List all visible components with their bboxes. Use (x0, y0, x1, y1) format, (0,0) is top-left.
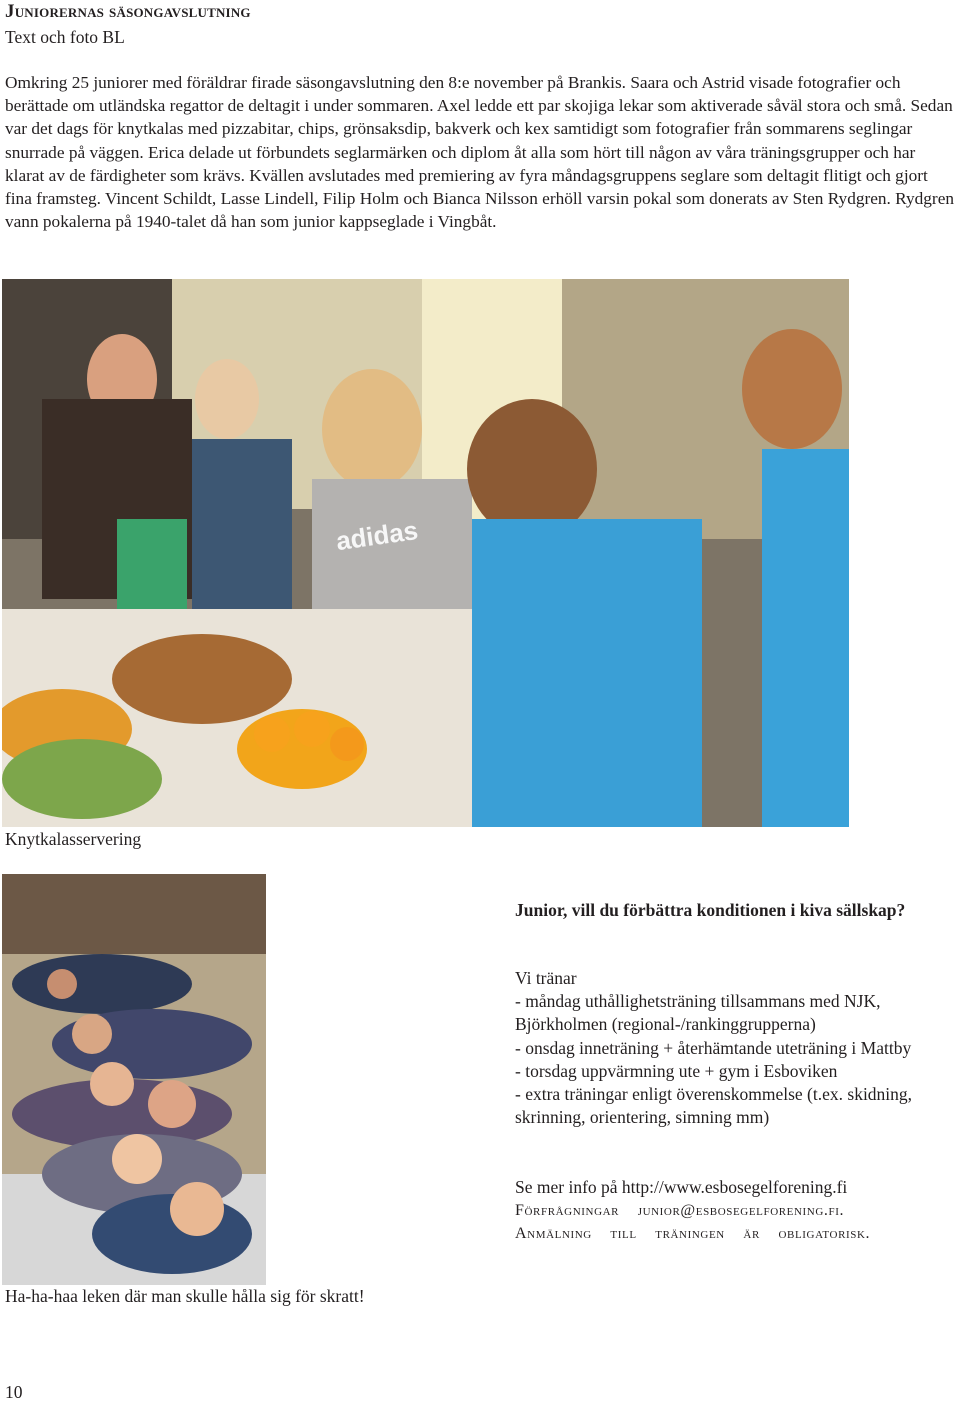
article-byline: Text och foto BL (5, 27, 125, 47)
training-intro: Vi tränar (515, 968, 577, 988)
training-contact (515, 1176, 960, 1246)
registration-note: Anmälning till träningen är obligatorisk. (515, 1225, 871, 1243)
laughing-game-photo (2, 874, 266, 1285)
training-item: - måndag uthållighetsträning tillsammans med NJK, Björkholmen (regional-/rankinggrupperna) (515, 991, 881, 1035)
article-title: Juniorernas säsongavslutning (5, 1, 251, 22)
buffet-photo (2, 279, 849, 827)
shirt-logo-text: adidas (334, 515, 420, 557)
training-item: - torsdag uppvärmning ute + gym i Esboviken (515, 1060, 838, 1081)
training-item: - extra träningar enligt överenskommelse (t.ex. skidning, skrinning, orientering, simning mm) (515, 1084, 913, 1128)
training-item: - onsdag inneträning + återhämtande uteträning i Mattby (515, 1037, 912, 1058)
buffet-caption: Knytkalasservering (5, 829, 142, 849)
more-info-link[interactable]: Se mer info på http://www.esbosegelforening.fi (515, 1177, 848, 1197)
training-heading: Junior, vill du förbättra konditionen i kiva sällskap? (515, 900, 906, 920)
laughing-game-caption: Ha-ha-haa leken där man skulle hålla sig för skratt! (5, 1286, 365, 1306)
page-number: 10 (5, 1382, 23, 1402)
article-body: Omkring 25 juniorer med föräldrar firade säsongavslutning den 8:e november på Brankis. Saara och Astrid visade fotografier och berättade om utländska regattor de deltagit i under sommaren. Axel ledde ett par skojiga lekar som aktiverade såväl stora och små. Sedan var det dags för knytkalas med pizzabitar, chips, grönsaksdip, bakverk och kex samtidigt som fotografier från sommarens seglingar snurrade på väggen. Erica delade ut förbundets seglarmärken och diplom åt alla som hört till någon av våra träningsgrupper och har klarat av de färdigheter som krävs. Kvällen avslutades med premiering av fyra måndagsgruppens seglare som deltagit flitigt och gjort fina framsteg. Vincent Schildt, Lasse Lindell, Filip Holm och Bianca Nilsson erhöll varsin pokal som donerats av Sten Rydgren. Rydgren vann pokalerna på 1940-talet då han som junior kappseglade i Vingbåt. (5, 73, 954, 232)
training-schedule (515, 967, 960, 1129)
inquiries-email[interactable]: Förfrågningar junior@esbosegelforening.fi. (515, 1202, 845, 1220)
